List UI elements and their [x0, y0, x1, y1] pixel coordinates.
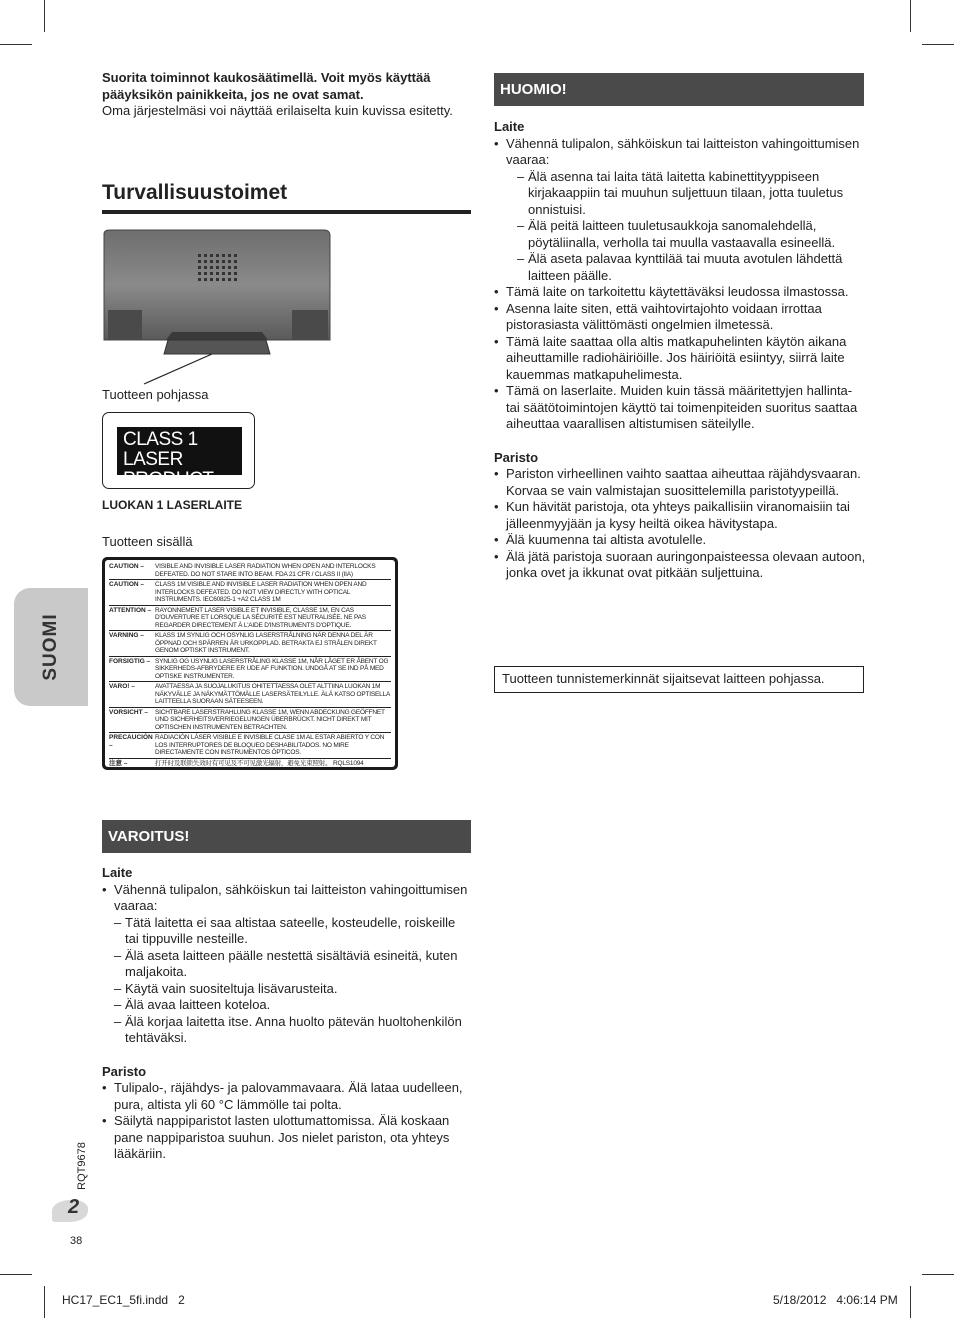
list-item: • Tämä on laserlaite. Muiden kuin tässä määritettyjen hallinta- tai säätötoimintojen käyttö tai toimenpiteiden suoritus saattaa aiheuttaa vaarallisen altistumisen säteilylle. [494, 383, 866, 433]
list-item-text: Vähennä tulipalon, sähköiskun tai laitteiston vahingoittumisen vaaraa: [506, 135, 860, 167]
footer-file: HC17_EC1_5fi.indd 2 [62, 1293, 185, 1307]
warning-row [109, 759, 391, 769]
laser-label-line2: LASER PRODUCT [123, 449, 214, 490]
warning-row [109, 657, 391, 683]
varoitus-heading: VAROITUS! [102, 820, 471, 853]
warning-row-text: RADIACIÓN LÁSER VISIBLE E INVISIBLE CLASE 1M AL ESTAR ABIERTO Y CON LOS INTERRUPTORES DE BLOQUEO DESHABILITADOS. NO MIRE DIRECTAMENTE CON INSTRUMENTOS ÓPTICOS. [155, 734, 385, 756]
huomio-laite-dash-list [505, 169, 866, 285]
warning-row-label: ATTENTION – [109, 606, 152, 614]
list-item: – Älä korjaa laitetta itse. Anna huolto pätevän huoltohenkilön tehtäväksi. [114, 1014, 471, 1047]
list-item: – Älä aseta palavaa kynttilää tai muuta avotulen lähdettä laitteen päälle. [517, 251, 866, 284]
warning-row-text: KLASS 1M SYNLIG OCH OSYNLIG LASERSTRÅLNING NÄR DENNA DEL ÄR ÖPPNAD OCH SPÄRREN ÄR URKOPPLAD. BETRAKTA EJ STRÅLEN DIREKT GENOM OPTISKT INSTRUMENT. [155, 632, 377, 654]
laser-caption: LUOKAN 1 LASERLAITE [102, 498, 243, 512]
warning-row-label: FORSIGTIG – [109, 657, 151, 665]
varoitus-laite-title: Laite [102, 865, 133, 880]
warning-row [109, 606, 391, 632]
list-item [494, 136, 866, 285]
list-item: – Älä aseta laitteen päälle nestettä sisältäviä esineitä, kuten maljakoita. [114, 948, 471, 981]
warning-row-label: VARNING – [109, 632, 144, 639]
caption-bottom: Tuotteen pohjassa [102, 387, 209, 402]
huomio-paristo-title: Paristo [494, 449, 539, 465]
intro-text: Oma järjestelmäsi voi näyttää erilaiselta kuin kuvissa esitetty. [102, 103, 453, 118]
crop-mark [910, 0, 911, 32]
warning-row-text: AVATTAESSA JA SUOJALUKITUS OHITETTAESSA OLET ALTTIINA LUOKAN 1M NÄKYVÄLLE JA NÄKYMÄTTÖMÄLLE LASERSÄTEILYLLE. ÄLÄ KATSO OPTISELLA LAITTEELLA SUORAAN SÄTEESEEN. [155, 683, 390, 705]
crop-mark [922, 44, 954, 45]
warning-row-label: CAUTION – [109, 581, 145, 588]
list-item: • Asenna laite siten, että vaihtovirtajohto voidaan irrottaa pistorasiasta välittömästi ongelmien ilmetessä. [494, 301, 866, 334]
page-number: 38 [70, 1235, 83, 1247]
list-item [102, 882, 471, 1047]
list-item: • Tämä laite on tarkoitettu käytettäväksi leudossa ilmastossa. [494, 284, 866, 301]
warning-row [109, 562, 391, 580]
laser-label-line1: CLASS 1 [123, 429, 198, 450]
warning-row-label: VORSICHT – [109, 708, 149, 716]
huomio-paristo-list [494, 466, 866, 582]
varoitus-body [102, 865, 471, 1163]
list-item-text: Vähennä tulipalon, sähköiskun tai laitteiston vahingoittumisen vaaraa: [114, 881, 468, 913]
language-tab [14, 588, 88, 706]
varoitus-laite-list [102, 882, 471, 1047]
list-item: • Tämä laite saattaa olla altis matkapuhelinten käytön aikana aiheuttamille radiohäiriöille. Jos häiriöitä esiintyy, siirrä laite kauemmas matkapuhelimesta. [494, 334, 866, 384]
huomio-laite-title: Laite [494, 119, 525, 134]
varoitus-paristo-title: Paristo [102, 1063, 147, 1079]
footer-datetime: 5/18/2012 4:06:14 PM [773, 1293, 898, 1307]
list-item: • Pariston virheellinen vaihto saattaa aiheuttaa räjähdysvaaran. Korvaa se vain valmistajan suosittelemilla paristotyypeillä. [494, 466, 866, 499]
list-item: • Tulipalo-, räjähdys- ja palovammavaara. Älä lataa uudelleen, pura, altista yli 60 °C lämmölle tai polta. [102, 1080, 471, 1113]
varoitus-laite-dash-list [102, 915, 471, 1047]
warning-row-label: VARO! – [109, 683, 135, 690]
page-badge-number: 2 [68, 1196, 80, 1218]
identification-note: Tuotteen tunnistemerkinnät sijaitsevat laitteen pohjassa. [494, 666, 864, 693]
crop-mark [0, 44, 32, 45]
laser-warning-label-inner [105, 560, 395, 767]
intro [102, 70, 462, 120]
list-item: – Älä peitä laitteen tuuletusaukkoja sanomalehdellä, pöytäliinalla, verholla tai muulla vastaavalla esineellä. [517, 218, 866, 251]
crop-mark [0, 1274, 32, 1275]
warning-row [109, 682, 391, 708]
laser-class-label-inner [117, 427, 242, 490]
list-item: • Älä jätä paristoja suoraan auringonpaisteessa olevaan autoon, jonka ovet ja ikkunat ovat pitkään suljettuina. [494, 549, 866, 582]
warning-row-label: PRECAUCIÓN – [109, 734, 153, 749]
warning-row-text: RAYONNEMENT LASER VISIBLE ET INVISIBLE, CLASSE 1M, EN CAS D'OUVERTURE ET LORSQUE LA SÉCURITÉ EST NEUTRALISÉE. NE PAS REGARDER DIRECTEMENT À L'AIDE D'INSTRUMENTS D'OPTIQUE. [155, 606, 366, 629]
page-badge [52, 1196, 88, 1222]
language-tab-label: SUOMI [39, 613, 61, 681]
huomio-laite-list [494, 136, 866, 433]
warning-row-label: CAUTION – [109, 563, 145, 570]
laser-warning-label [102, 557, 398, 770]
page-title: Turvallisuustoimet [102, 181, 288, 204]
list-item: • Älä kuumenna tai altista avotulelle. [494, 532, 866, 549]
warning-row [109, 708, 391, 734]
list-item: • Kun hävität paristoja, ota yhteys paikallisiin viranomaisiin tai jälleenmyyjään ja kysy heiltä oikea hävitystapa. [494, 499, 866, 532]
intro-bold-text: Suorita toiminnot kaukosäätimellä. Voit myös käyttää pääyksikön painikkeita, jos ne ovat samat. [102, 70, 431, 102]
crop-mark [910, 1286, 911, 1318]
varoitus-paristo-list [102, 1080, 471, 1163]
list-item: – Älä avaa laitteen koteloa. [114, 997, 471, 1014]
warning-row-text: SYNLIG OG USYNLIG LASERSTRÅLING KLASSE 1M, NÅR LÅGET ER ÅBENT OG SIKKERHEDS-AFBRYDERE ER UDE AF FUNKTION. UNDGÅ AT SE IND PÅ MED OPTISKE INSTRUMENTER. [155, 657, 389, 680]
list-item: – Älä asenna tai laita tätä laitetta kabinettityyppiseen kirjakaappiin tai muuhun suljettuun tilaan, jotta tuuletus onnistuisi. [517, 169, 866, 219]
warning-row-label: 注意 – [109, 759, 128, 767]
title-rule [102, 210, 471, 214]
warning-row-text: CLASS 1M VISIBLE AND INVISIBLE LASER RADIATION WHEN OPEN AND INTERLOCKS DEFEATED. DO NOT VIEW DIRECTLY WITH OPTICAL INSTRUMENTS. IEC60825-1 +A2 CLASS 1M [155, 581, 367, 603]
list-item: – Tätä laitetta ei saa altistaa sateelle, kosteudelle, roiskeille tai tippuville nesteille. [114, 915, 471, 948]
warning-row [109, 580, 391, 606]
warning-row-text: 打开时及联锁失效时有可见及不可见激光辐射，避免光束照射。 RQLS1094 [155, 759, 364, 767]
warning-row [109, 733, 391, 759]
doc-code [70, 1140, 94, 1192]
warning-row-text: SICHTBARE LASERSTRAHLUNG KLASSE 1M, WENN ABDECKUNG GEÖFFNET UND SICHERHEITSVERRIEGELUNGEN ÜBERBRÜCKT. NICHT DIREKT MIT OPTISCHEN INSTRUMENTEN BETRACHTEN. [155, 708, 385, 731]
list-item: • Säilytä nappiparistot lasten ulottumattomissa. Älä koskaan pane nappiparistoa suuhun. Jos nielet pariston, ota yhteys lääkäriin. [102, 1113, 471, 1163]
doc-code-label: RQT9678 [75, 1142, 88, 1190]
list-item: – Käytä vain suositeltuja lisävarusteita. [114, 981, 471, 998]
laser-class-label [102, 412, 255, 489]
warning-row [109, 631, 391, 657]
crop-mark [44, 0, 45, 32]
huomio-heading: HUOMIO! [494, 73, 864, 106]
crop-mark [922, 1274, 954, 1275]
warning-row-text: VISIBLE AND INVISIBLE LASER RADIATION WHEN OPEN AND INTERLOCKS DEFEATED. DO NOT STARE INTO BEAM. FDA 21 CFR / CLASS II (IIA) [155, 563, 376, 578]
caption-inside: Tuotteen sisällä [102, 534, 193, 549]
product-bottom-illustration [102, 228, 332, 388]
crop-mark [44, 1286, 45, 1318]
huomio-body [494, 119, 866, 582]
